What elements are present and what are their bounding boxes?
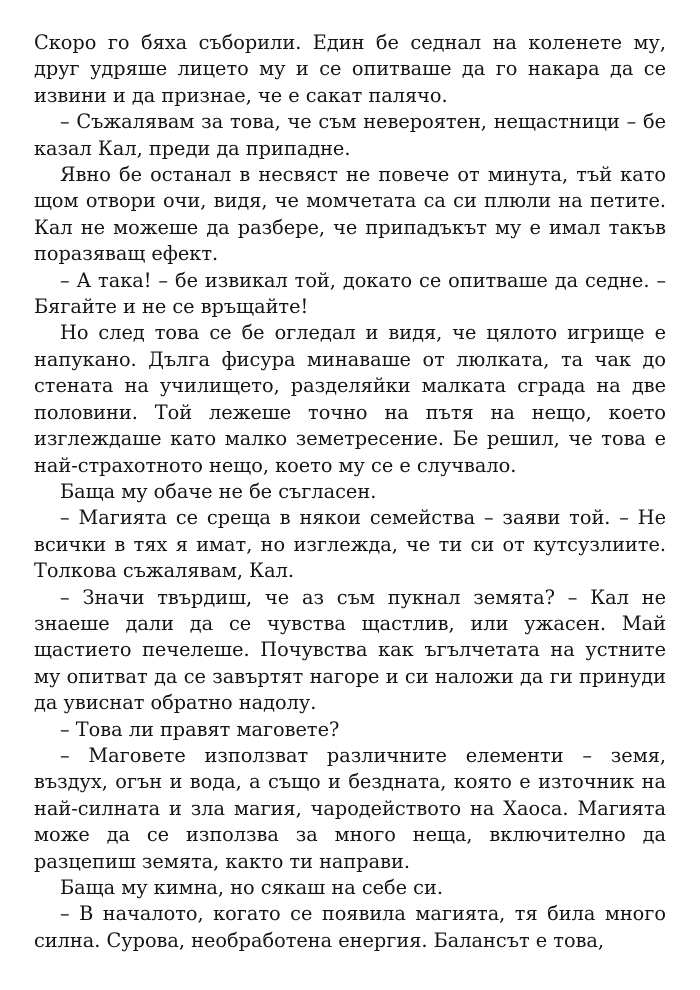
paragraph-8: – Значи твърдиш, че аз съм пукнал земята? – Кал не знаеше дали да се чувства щастлив, или ужасен. Май щастието печелеше. Почувства как ъгълчетата на устните му опитват да се завъртят нагоре и си наложи да ги принуди да увиснат обратно надолу.	[34, 585, 666, 715]
paragraph-11: Баща му кимна, но сякаш на себе си.	[60, 876, 443, 899]
paragraph-4: – А така! – бе извикал той, докато се опитваше да седне. – Бягайте и не се връщайте!	[34, 268, 666, 319]
paragraph-10: – Маговете използват различните елементи – земя, въздух, огън и вода, а също и бездната, която е източник на най-силната и зла магия, чародейството на Хаоса. Магията може да се използва за много неща, включително да разцепиш земята, както ти направи.	[34, 743, 666, 873]
paragraph-6: Баща му обаче не бе съгласен.	[60, 479, 377, 503]
paragraph-7: – Магията се среща в някои семейства – заяви той. – Не всички в тях я имат, но изглежда, че ти си от кутсузлиите. Толкова съжалявам, Кал.	[34, 506, 666, 583]
paragraph-3: Явно бе останал в несвяст не повече от минута, тъй като щом отвори очи, видя, че момчетата са си плюли на петите. Кал не можеше да разбере, че припадъкът му е имал такъв поразяващ ефект.	[34, 163, 666, 266]
paragraph-2: – Съжалявам за това, че съм невероятен, нещастници – бе казал Кал, преди да припадне.	[34, 110, 666, 160]
paragraph-9: – Това ли правят маговете?	[60, 717, 340, 741]
paragraph-5: Но след това се бе огледал и видя, че цялото игрище е напукано. Дълга фисура минаваше от люлката, та чак до стената на училището, разделяйки малката сграда на две половини. Той лежеше точно на пътя на нещо, което изглеждаше като малко земетресение. Бе решил, че това е най-страхотното нещо, което му се е случвало.	[34, 321, 666, 477]
paragraph-12: – В началото, когато се появила магията, тя била много силна. Сурова, необработена енергия. Балансът е това,	[34, 902, 666, 952]
paragraph-1: Скоро го бяха съборили. Един бе седнал на коленете му, друг удряше лицето му и се опитваше да го накара да се извини и да признае, че е сакат палячо.	[34, 31, 666, 107]
